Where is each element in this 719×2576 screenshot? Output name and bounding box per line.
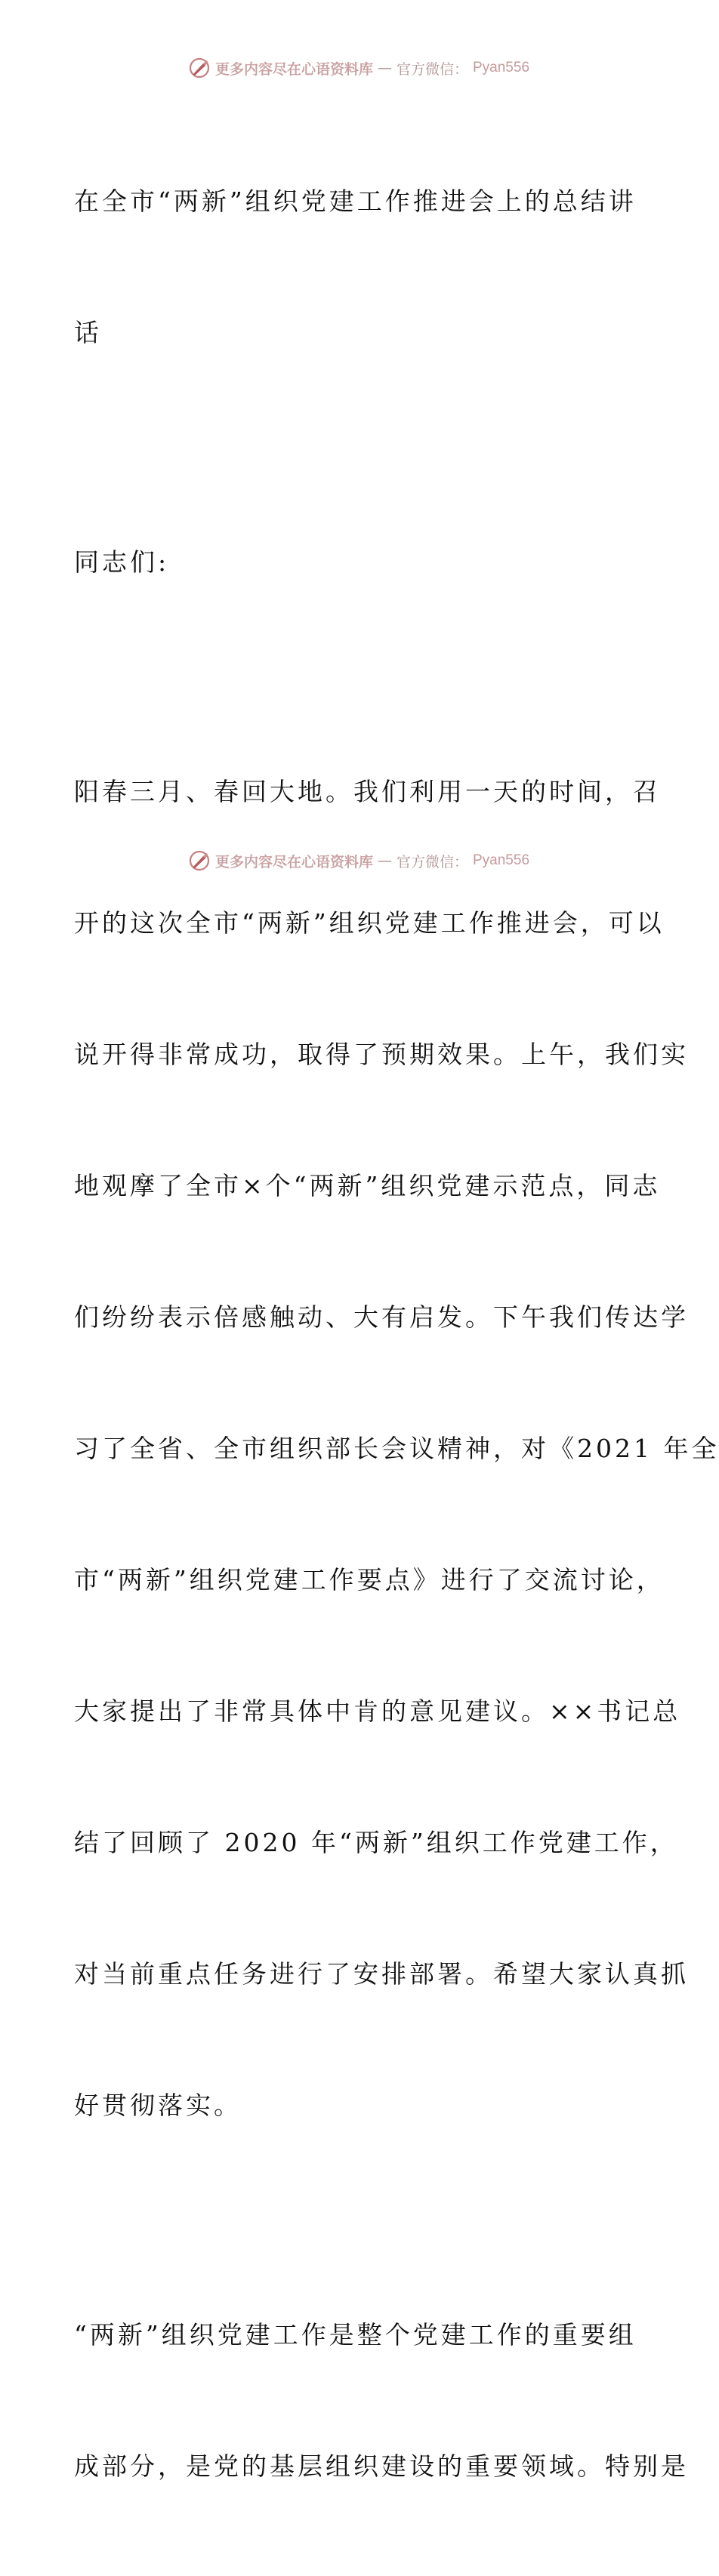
header-watermark [0, 53, 717, 83]
watermark-site-text: 更多内容尽在心语资料库 [214, 853, 373, 870]
title-line: 话 [74, 318, 102, 347]
quill-pen-circle-icon [188, 57, 211, 79]
paragraph-line: 大家提出了非常具体中肯的意见建议。××书记总 [74, 1696, 681, 1726]
footer-watermark [0, 846, 717, 876]
watermark-site-text: 更多内容尽在心语资料库 [214, 60, 373, 78]
paragraph-line: 习了全省、全市组织部长会议精神，对《2021 年全 [74, 1434, 719, 1463]
watermark-wechat-id: Pyan556 [473, 60, 530, 75]
paragraph-line: 对当前重点任务进行了安排部署。希望大家认真抓 [74, 1959, 689, 1989]
paragraph-2 [74, 2226, 689, 2576]
paragraph-line: 们纷纷表示倍感触动、大有启发。下午我们传达学 [74, 1302, 689, 1332]
watermark-dash: — [377, 60, 392, 76]
paragraph-line: 开的这次全市“两新”组织党建工作推进会，可以 [74, 908, 665, 938]
paragraph-line: 地观摩了全市×个“两新”组织党建示范点，同志 [74, 1171, 661, 1200]
paragraph-line: 市“两新”组织党建工作要点》进行了交流讨论， [74, 1565, 665, 1595]
document-title [74, 92, 648, 442]
watermark-official-label: 官方微信： [396, 60, 468, 78]
watermark-wechat-id: Pyan556 [473, 852, 530, 868]
paragraph-line: “两新”组织党建工作是整个党建工作的重要组 [74, 2320, 637, 2350]
document-body [74, 92, 719, 2576]
greeting-line: 同志们: [74, 547, 170, 577]
paragraph-line: 好贯彻落实。 [74, 2091, 242, 2120]
watermark-dash: — [377, 852, 392, 869]
paragraph-line: 说开得非常成功，取得了预期效果。上午，我们实 [74, 1040, 689, 1069]
greeting [74, 453, 648, 672]
watermark-official-label: 官方微信： [396, 853, 468, 870]
paragraph-line: 成部分，是党的基层组织建设的重要领域。特别是 [74, 2451, 689, 2481]
paragraph-line: 结了回顾了 2020 年“两新”组织工作党建工作， [74, 1828, 678, 1857]
quill-pen-circle-icon [188, 849, 211, 872]
paragraph-1 [74, 683, 719, 2215]
paragraph-line: 阳春三月、春回大地。我们利用一天的时间，召 [74, 777, 661, 806]
title-line: 在全市“两新”组织党建工作推进会上的总结讲 [74, 186, 637, 216]
